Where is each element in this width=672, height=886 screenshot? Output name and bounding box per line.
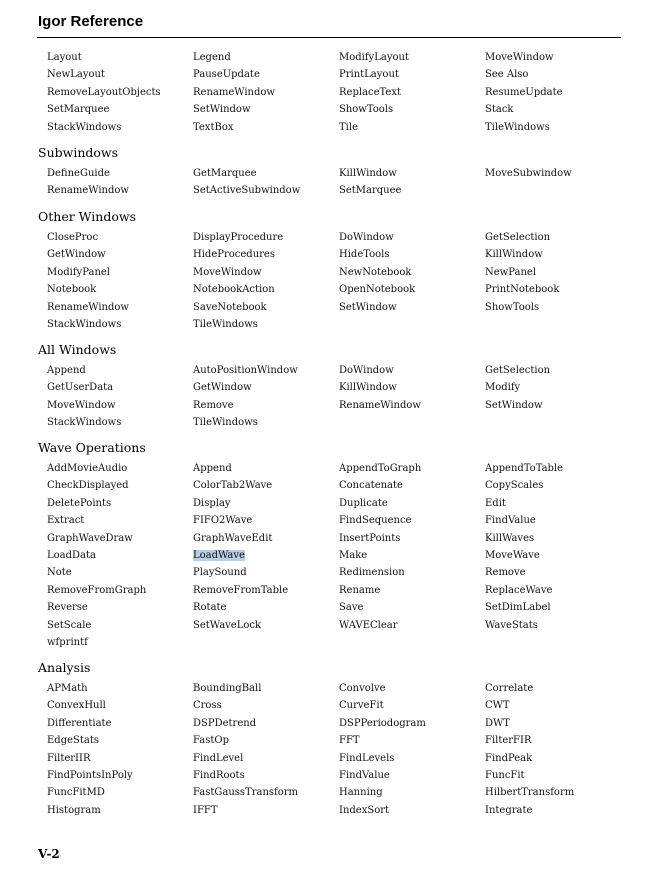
- operation-link-label: Convolve: [339, 683, 386, 694]
- operation-link-label: Remove: [485, 567, 526, 579]
- operation-link-label: PrintLayout: [339, 69, 399, 81]
- operation-link[interactable]: [193, 767, 339, 784]
- operation-link-label: HideTools: [339, 249, 390, 261]
- operation-link[interactable]: [47, 316, 193, 333]
- operation-link[interactable]: [193, 530, 339, 547]
- operation-link[interactable]: [485, 84, 631, 101]
- operation-link-label: PauseUpdate: [193, 69, 260, 81]
- operation-link[interactable]: [47, 512, 193, 529]
- operation-link-label: ModifyPanel: [47, 266, 111, 278]
- operation-link[interactable]: [339, 530, 485, 547]
- operation-link[interactable]: [485, 264, 631, 281]
- operation-link-label: Rotate: [193, 602, 227, 614]
- operation-link-label: AppendToGraph: [339, 463, 422, 474]
- operation-link-label: Layout: [47, 52, 82, 63]
- operation-link-label: Cross: [193, 700, 222, 712]
- operation-link[interactable]: [339, 697, 485, 714]
- operation-link[interactable]: [485, 165, 631, 182]
- operation-link-label: BoundingBall: [193, 683, 262, 694]
- operation-link-label: wfprintf: [47, 636, 88, 648]
- operation-link[interactable]: [47, 182, 193, 199]
- operation-link-label: ReplaceText: [339, 86, 401, 98]
- operation-link-label: Make: [339, 549, 368, 561]
- operation-link[interactable]: [339, 264, 485, 281]
- operation-link[interactable]: [485, 246, 631, 263]
- operation-link-label: IndexSort: [339, 804, 390, 816]
- operation-link-label: RemoveLayoutObjects: [47, 86, 161, 98]
- operation-link[interactable]: [339, 397, 485, 414]
- operation-link[interactable]: [193, 715, 339, 732]
- operation-link-label: NewPanel: [485, 266, 537, 278]
- operation-link-label: ShowTools: [485, 301, 540, 313]
- operation-link-label: ResumeUpdate: [485, 86, 563, 98]
- operation-list: [47, 229, 631, 333]
- operation-link[interactable]: [339, 379, 485, 396]
- operation-link-label: Histogram: [47, 804, 101, 816]
- operation-link[interactable]: [47, 414, 193, 431]
- operation-link-label: PlaySound: [193, 567, 247, 579]
- section-heading: Wave Operations: [38, 440, 146, 455]
- operation-link[interactable]: [193, 299, 339, 316]
- operation-link-label: FindPointsInPoly: [47, 769, 133, 781]
- operation-link-label: Integrate: [485, 804, 533, 816]
- operation-link-label: FindSequence: [339, 515, 412, 527]
- operation-link[interactable]: [47, 229, 193, 246]
- operation-link[interactable]: [47, 697, 193, 714]
- operation-link[interactable]: [485, 477, 631, 494]
- operation-link-label: SetWindow: [339, 301, 397, 313]
- operation-link[interactable]: [485, 379, 631, 396]
- operation-link-label: Remove: [193, 399, 234, 411]
- operation-link[interactable]: [193, 477, 339, 494]
- operation-link[interactable]: [339, 49, 485, 66]
- operation-link-label: DSPDetrend: [193, 717, 257, 729]
- operation-link[interactable]: [485, 547, 631, 564]
- operation-link-label: SetMarquee: [47, 104, 110, 116]
- operation-link[interactable]: [339, 564, 485, 581]
- operation-link[interactable]: [193, 460, 339, 477]
- operation-link[interactable]: [485, 66, 631, 83]
- operation-link-label: ColorTab2Wave: [193, 480, 273, 492]
- operation-link[interactable]: [485, 530, 631, 547]
- operation-link[interactable]: [47, 599, 193, 616]
- operation-link[interactable]: [339, 495, 485, 512]
- operation-link-label: SaveNotebook: [193, 301, 267, 313]
- operation-link[interactable]: [47, 750, 193, 767]
- empty-cell: [485, 316, 631, 333]
- operation-link[interactable]: [485, 119, 631, 136]
- operation-link-label: EdgeStats: [47, 735, 100, 747]
- operation-link-label: Append: [193, 463, 232, 474]
- operation-link[interactable]: [193, 599, 339, 616]
- operation-link-label: CloseProc: [47, 232, 99, 243]
- operation-link-label: OpenNotebook: [339, 284, 416, 296]
- operation-link[interactable]: [47, 165, 193, 182]
- operation-link[interactable]: [339, 119, 485, 136]
- operation-link[interactable]: [193, 582, 339, 599]
- operation-link[interactable]: [193, 264, 339, 281]
- operation-link[interactable]: [47, 582, 193, 599]
- operation-link-label: GetWindow: [193, 382, 252, 394]
- operation-link[interactable]: [193, 732, 339, 749]
- operation-link-label: TileWindows: [193, 318, 258, 330]
- operation-link[interactable]: [47, 530, 193, 547]
- operation-link[interactable]: [47, 564, 193, 581]
- operation-link[interactable]: [339, 101, 485, 118]
- operation-link-label: See Also: [485, 69, 529, 81]
- operation-link[interactable]: [47, 246, 193, 263]
- operation-link-label: TileWindows: [193, 417, 258, 429]
- operation-link[interactable]: [47, 477, 193, 494]
- operation-link[interactable]: [47, 767, 193, 784]
- operation-link-label: NewNotebook: [339, 266, 412, 278]
- operation-link[interactable]: [193, 750, 339, 767]
- operation-link-label: Differentiate: [47, 717, 112, 729]
- operation-link[interactable]: [339, 582, 485, 599]
- operation-link[interactable]: [193, 281, 339, 298]
- operation-link-label: RenameWindow: [47, 301, 129, 313]
- operation-link[interactable]: [485, 617, 631, 634]
- operation-link-label: SetScale: [47, 619, 92, 631]
- operation-link-label: FindRoots: [193, 769, 245, 781]
- operation-link[interactable]: [485, 362, 631, 379]
- operation-link[interactable]: [339, 299, 485, 316]
- operation-link[interactable]: [193, 362, 339, 379]
- operation-link[interactable]: [485, 697, 631, 714]
- operation-link-label: FindValue: [485, 515, 536, 527]
- operation-link-label: APMath: [47, 683, 88, 694]
- operation-link-label: Save: [339, 602, 364, 614]
- operation-link-label: Concatenate: [339, 480, 403, 492]
- operation-link[interactable]: [193, 379, 339, 396]
- operation-link[interactable]: [339, 715, 485, 732]
- operation-link-label: WAVEClear: [339, 619, 398, 631]
- operation-link[interactable]: [339, 784, 485, 801]
- operation-link[interactable]: [47, 49, 193, 66]
- operation-link-label: HideProcedures: [193, 249, 275, 261]
- operation-link-label: GetMarquee: [193, 168, 257, 179]
- operation-link-label: Modify: [485, 382, 521, 394]
- operation-link[interactable]: [339, 246, 485, 263]
- operation-link[interactable]: [339, 281, 485, 298]
- operation-link-label: DefineGuide: [47, 168, 110, 179]
- operation-link[interactable]: [193, 495, 339, 512]
- operation-link-label: RemoveFromTable: [193, 584, 289, 596]
- operation-link[interactable]: [47, 264, 193, 281]
- operation-link-label: FindLevels: [339, 752, 395, 764]
- operation-link-label: ConvexHull: [47, 700, 106, 712]
- operation-link-label: CheckDisplayed: [47, 480, 129, 492]
- operation-link[interactable]: [485, 299, 631, 316]
- operation-link[interactable]: [47, 101, 193, 118]
- operation-link[interactable]: [339, 512, 485, 529]
- operation-link[interactable]: [485, 750, 631, 767]
- operation-link-label: RenameWindow: [193, 86, 275, 98]
- operation-link[interactable]: [339, 66, 485, 83]
- operation-link[interactable]: [47, 299, 193, 316]
- operation-link-label: KillWindow: [339, 382, 397, 394]
- operation-link-label: Reverse: [47, 602, 88, 614]
- operation-link[interactable]: [47, 495, 193, 512]
- operation-link-label: MoveWindow: [193, 266, 262, 278]
- operation-link[interactable]: [47, 802, 193, 819]
- operation-link[interactable]: [485, 802, 631, 819]
- operation-link-label: FastOp: [193, 735, 229, 747]
- operation-link[interactable]: [485, 564, 631, 581]
- operation-link[interactable]: [485, 397, 631, 414]
- operation-link[interactable]: [193, 84, 339, 101]
- operation-link-label: AppendToTable: [485, 463, 564, 474]
- operation-link[interactable]: [339, 84, 485, 101]
- operation-link-label: FindPeak: [485, 752, 533, 764]
- operation-link-label: Redimension: [339, 567, 405, 579]
- operation-link[interactable]: [193, 119, 339, 136]
- operation-link[interactable]: [47, 397, 193, 414]
- operation-link-label: StackWindows: [47, 121, 122, 133]
- operation-link[interactable]: [193, 49, 339, 66]
- operation-link-label: SetDimLabel: [485, 602, 551, 614]
- operation-link-label: Append: [47, 365, 86, 376]
- operation-link-label: KillWaves: [485, 532, 535, 544]
- operation-link[interactable]: [485, 229, 631, 246]
- operation-link[interactable]: [485, 599, 631, 616]
- operation-link-label: KillWindow: [339, 168, 397, 179]
- operation-link[interactable]: [193, 802, 339, 819]
- operation-link[interactable]: [339, 477, 485, 494]
- operation-link[interactable]: [47, 379, 193, 396]
- operation-link-label: FindLevel: [193, 752, 244, 764]
- operation-link-label: MoveWave: [485, 549, 540, 561]
- operation-list: [47, 165, 631, 200]
- operation-link[interactable]: [339, 767, 485, 784]
- operation-link[interactable]: [339, 165, 485, 182]
- operation-link[interactable]: [339, 362, 485, 379]
- operation-link-label: SetWindow: [485, 399, 543, 411]
- operation-link-label: TileWindows: [485, 121, 550, 133]
- operation-link-label: StackWindows: [47, 318, 122, 330]
- operation-link-label: GetWindow: [47, 249, 106, 261]
- operation-link[interactable]: [339, 750, 485, 767]
- operation-link[interactable]: [47, 617, 193, 634]
- operation-link[interactable]: [193, 512, 339, 529]
- empty-cell: [193, 634, 339, 651]
- operation-link-label: DeletePoints: [47, 497, 112, 509]
- operation-link[interactable]: [485, 101, 631, 118]
- operation-link-label: DisplayProcedure: [193, 232, 284, 243]
- empty-cell: [339, 414, 485, 431]
- operation-link[interactable]: [47, 680, 193, 697]
- operation-link-label: CopyScales: [485, 480, 544, 492]
- empty-cell: [485, 634, 631, 651]
- operation-link[interactable]: [485, 680, 631, 697]
- operation-link-label: FilterFIR: [485, 735, 532, 747]
- operation-link[interactable]: [339, 547, 485, 564]
- operation-link-label: StackWindows: [47, 417, 122, 429]
- operation-link[interactable]: [193, 246, 339, 263]
- operation-link-label: AddMovieAudio: [47, 463, 128, 474]
- operation-link[interactable]: [485, 281, 631, 298]
- operation-link[interactable]: [193, 697, 339, 714]
- operation-link[interactable]: [339, 182, 485, 199]
- operation-link[interactable]: [193, 784, 339, 801]
- operation-link-label: IFFT: [193, 804, 218, 816]
- operation-link-label: ReplaceWave: [485, 584, 553, 596]
- operation-link[interactable]: [193, 165, 339, 182]
- operation-link[interactable]: [47, 784, 193, 801]
- operation-link-label: GraphWaveDraw: [47, 532, 133, 544]
- operation-list: [47, 680, 631, 819]
- operation-link[interactable]: [193, 414, 339, 431]
- operation-link-label: NewLayout: [47, 69, 105, 81]
- operation-link-label: NotebookAction: [193, 284, 275, 296]
- operation-link-label: SetWindow: [193, 104, 251, 116]
- empty-cell: [339, 316, 485, 333]
- operation-link[interactable]: [339, 599, 485, 616]
- operation-link-label: SetWaveLock: [193, 619, 262, 631]
- operation-link[interactable]: [485, 460, 631, 477]
- section-heading: All Windows: [38, 342, 117, 357]
- operation-link-label: FindValue: [339, 769, 390, 781]
- operation-link-label: Legend: [193, 52, 231, 63]
- operation-link-label: PrintNotebook: [485, 284, 560, 296]
- operation-link-label: WaveStats: [485, 619, 538, 631]
- operation-link[interactable]: [47, 460, 193, 477]
- operation-link[interactable]: [485, 767, 631, 784]
- operation-link-label: MoveWindow: [47, 399, 116, 411]
- operation-link-label: FuncFitMD: [47, 787, 105, 799]
- operation-link[interactable]: [47, 281, 193, 298]
- operation-link-label: CWT: [485, 700, 510, 712]
- operation-link[interactable]: [193, 617, 339, 634]
- operation-link[interactable]: [193, 316, 339, 333]
- operation-link[interactable]: [339, 229, 485, 246]
- operation-link[interactable]: [193, 397, 339, 414]
- operation-link-label: KillWindow: [485, 249, 543, 261]
- operation-link-label: SetMarquee: [339, 185, 402, 197]
- operation-link[interactable]: [193, 680, 339, 697]
- empty-cell: [485, 414, 631, 431]
- operation-link[interactable]: [485, 512, 631, 529]
- operation-link-label: DSPPeriodogram: [339, 717, 426, 729]
- operation-link-label: FuncFit: [485, 769, 525, 781]
- operation-link[interactable]: [47, 66, 193, 83]
- operation-link-label: Stack: [485, 104, 514, 116]
- operation-link-label: Extract: [47, 515, 85, 527]
- operation-link[interactable]: [339, 802, 485, 819]
- page-title: Igor Reference: [38, 13, 144, 30]
- operation-link-label: RemoveFromGraph: [47, 584, 147, 596]
- operation-link[interactable]: [339, 732, 485, 749]
- operation-list: [47, 362, 631, 432]
- operation-link[interactable]: [485, 732, 631, 749]
- operation-link-label: LoadWave: [193, 549, 245, 561]
- section-heading: Analysis: [38, 660, 91, 675]
- empty-cell: [339, 634, 485, 651]
- operation-link[interactable]: [193, 229, 339, 246]
- operation-link-label: FIFO2Wave: [193, 515, 253, 527]
- operation-link-label: RenameWindow: [47, 185, 129, 197]
- operation-link-label: Rename: [339, 584, 381, 596]
- operation-link-label: GetSelection: [485, 232, 551, 243]
- operation-link[interactable]: [47, 362, 193, 379]
- operation-link-label: InsertPoints: [339, 532, 401, 544]
- operation-link-label: RenameWindow: [339, 399, 421, 411]
- operation-link-label: GetUserData: [47, 382, 114, 394]
- operation-link-label: Tile: [339, 121, 358, 133]
- operation-link-label: FFT: [339, 735, 360, 747]
- operation-link-label: Note: [47, 567, 72, 579]
- operation-link[interactable]: [47, 732, 193, 749]
- operation-link[interactable]: [47, 84, 193, 101]
- operation-link[interactable]: [47, 547, 193, 564]
- operation-link-label: Edit: [485, 497, 506, 509]
- operation-link-label: Duplicate: [339, 497, 388, 509]
- operation-link-label: GraphWaveEdit: [193, 532, 273, 544]
- operation-link-label: HilbertTransform: [485, 787, 575, 799]
- operation-link-label: Correlate: [485, 683, 534, 694]
- header-divider: [37, 37, 621, 38]
- operation-link-label: DoWindow: [339, 232, 394, 243]
- operation-link[interactable]: [485, 49, 631, 66]
- operation-link-label: TextBox: [193, 121, 234, 133]
- operation-link[interactable]: [339, 460, 485, 477]
- operation-link[interactable]: [193, 101, 339, 118]
- operation-link[interactable]: [193, 66, 339, 83]
- operation-link[interactable]: [193, 564, 339, 581]
- operation-link-label: FilterIIR: [47, 752, 91, 764]
- operation-link-label: Hanning: [339, 787, 383, 799]
- operation-link[interactable]: [193, 182, 339, 199]
- operation-link-label: ModifyLayout: [339, 52, 409, 63]
- operation-link-label: Notebook: [47, 284, 97, 296]
- operation-link-label: CurveFit: [339, 700, 384, 712]
- operation-link[interactable]: [339, 617, 485, 634]
- operation-link[interactable]: [485, 784, 631, 801]
- section-heading: Subwindows: [38, 145, 119, 160]
- operation-link-label: FastGaussTransform: [193, 787, 298, 799]
- operation-link[interactable]: [485, 582, 631, 599]
- operation-link-label: ShowTools: [339, 104, 394, 116]
- operation-link-label: SetActiveSubwindow: [193, 185, 301, 197]
- operation-link[interactable]: [339, 680, 485, 697]
- operation-link-label: Display: [193, 497, 231, 509]
- operation-list: [47, 460, 631, 651]
- operation-link[interactable]: [193, 547, 339, 564]
- operation-link[interactable]: [47, 634, 193, 651]
- operation-link-label: MoveWindow: [485, 52, 554, 63]
- operation-link[interactable]: [47, 119, 193, 136]
- operation-link[interactable]: [47, 715, 193, 732]
- operation-link-label: DWT: [485, 717, 510, 729]
- section-heading: Other Windows: [38, 209, 136, 224]
- operation-link-label: AutoPositionWindow: [193, 365, 298, 376]
- operation-link[interactable]: [485, 495, 631, 512]
- operation-list: [47, 49, 631, 136]
- operation-link-label: GetSelection: [485, 365, 551, 376]
- operation-link-label: DoWindow: [339, 365, 394, 376]
- operation-link-label: LoadData: [47, 549, 96, 561]
- page-number: V-2: [38, 847, 60, 861]
- operation-link[interactable]: [485, 715, 631, 732]
- operation-link-label: MoveSubwindow: [485, 168, 572, 179]
- empty-cell: [485, 182, 631, 199]
